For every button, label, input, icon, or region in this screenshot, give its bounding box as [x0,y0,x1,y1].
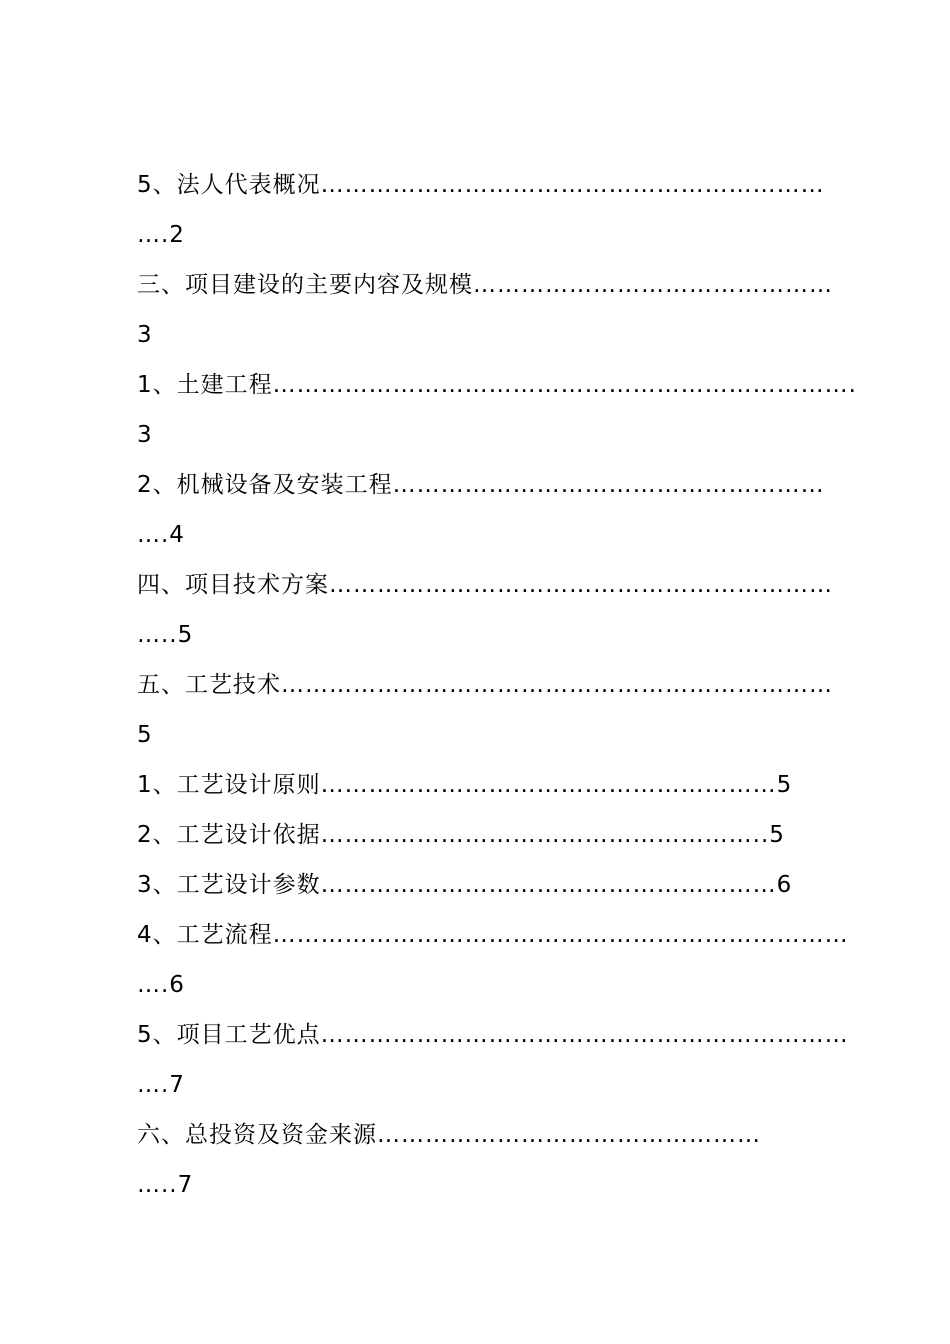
toc-entry-process-flow[interactable]: 4、工艺流程……………………………………………………………… [137,922,849,948]
toc-page-number: ….6 [137,972,185,998]
toc-entry-design-principles[interactable]: 1、工艺设计原则…………………………………………………5 [137,772,793,798]
toc-page-number: 3 [137,422,153,448]
toc-page-number: 3 [137,322,153,348]
toc-entry-process-technology[interactable]: 五、工艺技术…………………………………………………………… [137,672,833,698]
toc-entry-design-parameters[interactable]: 3、工艺设计参数…………………………………………………6 [137,872,793,898]
toc-page-number: …..5 [137,622,194,648]
toc-entry-design-basis[interactable]: 2、工艺设计依据………………………………………………..5 [137,822,785,848]
toc-page-number: ….4 [137,522,185,548]
toc-entry-civil-engineering[interactable]: 1、土建工程………………………………………………………………. [137,372,857,398]
toc-page-number: 5 [137,722,153,748]
toc-entry-investment-funding[interactable]: 六、总投资及资金来源………………………………………… [137,1122,761,1148]
toc-entry-process-advantages[interactable]: 5、项目工艺优点………………………………………………………… [137,1022,849,1048]
toc-entry-construction-content[interactable]: 三、项目建设的主要内容及规模……………………………………… [137,272,833,298]
toc-entry-mechanical-equipment[interactable]: 2、机械设备及安装工程……………………………………………… [137,472,825,498]
toc-page-number: …..7 [137,1172,194,1198]
toc-page-number: ….7 [137,1072,185,1098]
toc-entry-legal-representative[interactable]: 5、法人代表概况……………………………………………………… [137,172,825,198]
toc-entry-technical-plan[interactable]: 四、项目技术方案……………………………………………………… [137,572,833,598]
toc-page-number: ….2 [137,222,185,248]
